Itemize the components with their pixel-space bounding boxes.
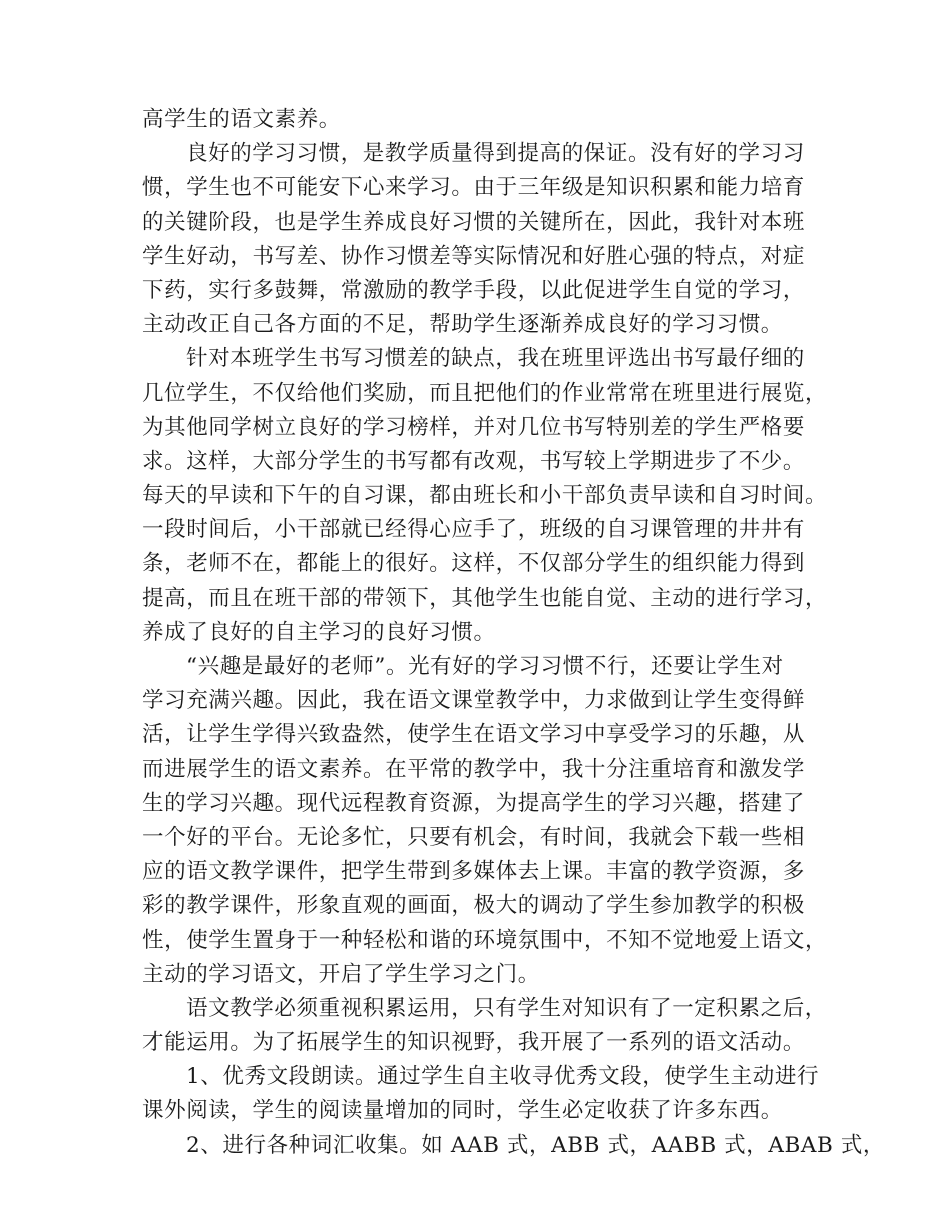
text-line: 学习充满兴趣。因此，我在语文课堂教学中，力求做到让学生变得鲜	[142, 688, 806, 714]
text-line: 养成了良好的自主学习的良好习惯。	[142, 619, 496, 645]
text-line: 2、进行各种词汇收集。如 AAB 式，ABB 式，AABB 式，ABAB 式，	[186, 1132, 886, 1158]
text-line: 求。这样，大部分学生的书写都有改观，书写较上学期进步了不少。	[142, 448, 806, 474]
text-line: 生的学习兴趣。现代远程教育资源，为提高学生的学习兴趣，搭建了	[142, 790, 806, 816]
text-line: 条，老师不在，都能上的很好。这样，不仅部分学生的组织能力得到	[142, 551, 806, 577]
text-line: 而进展学生的语文素养。在平常的教学中，我十分注重培育和激发学	[142, 756, 806, 782]
text-line: 彩的教学课件，形象直观的画面，极大的调动了学生参加教学的积极	[142, 893, 806, 919]
text-line: 主动的学习语文，开启了学生学习之门。	[142, 961, 540, 987]
text-line: 1、优秀文段朗读。通过学生自主收寻优秀文段，使学生主动进行	[186, 1064, 820, 1090]
text-line: 良好的学习习惯，是教学质量得到提高的保证。没有好的学习习	[186, 141, 805, 167]
text-line: 学生好动，书写差、协作习惯差等实际情况和好胜心强的特点，对症	[142, 243, 806, 269]
text-line: 语文教学必须重视积累运用，只有学生对知识有了一定积累之后，	[186, 995, 827, 1021]
text-line: 几位学生，不仅给他们奖励，而且把他们的作业常常在班里进行展览，	[142, 380, 828, 406]
text-line: 每天的早读和下午的自习课，都由班长和小干部负责早读和自习时间。	[142, 483, 828, 509]
text-line: 下药，实行多鼓舞，常激励的教学手段，以此促进学生自觉的学习，	[142, 277, 806, 303]
text-line: “兴趣是最好的老师”。光有好的学习习惯不行，还要让学生对	[186, 654, 784, 679]
text-line: 高学生的语文素养。	[142, 107, 341, 132]
text-line: 为其他同学树立良好的学习榜样，并对几位书写特别差的学生严格要	[142, 414, 806, 440]
text-line: 针对本班学生书写习惯差的缺点，我在班里评选出书写最仔细的	[186, 346, 805, 372]
text-line: 活，让学生学得兴致盎然，使学生在语文学习中享受学习的乐趣，从	[142, 722, 806, 748]
text-line: 惯，学生也不可能安下心来学习。由于三年级是知识积累和能力培育	[142, 175, 806, 201]
text-line: 主动改正自己各方面的不足，帮助学生逐渐养成良好的学习习惯。	[142, 312, 783, 338]
text-line: 才能运用。为了拓展学生的知识视野，我开展了一系列的语文活动。	[142, 1030, 806, 1056]
text-line: 的关键阶段，也是学生养成良好习惯的关键所在，因此，我针对本班	[142, 209, 806, 235]
text-line: 一个好的平台。无论多忙，只要有机会，有时间，我就会下载一些相	[142, 824, 806, 850]
text-line: 应的语文教学课件，把学生带到多媒体去上课。丰富的教学资源，多	[142, 859, 806, 885]
text-line: 性，使学生置身于一种轻松和谐的环境氛围中，不知不觉地爱上语文，	[142, 927, 828, 953]
text-line: 提高，而且在班干部的带领下，其他学生也能自觉、主动的进行学习，	[142, 585, 828, 611]
text-line: 课外阅读，学生的阅读量增加的同时，学生必定收获了许多东西。	[142, 1098, 783, 1124]
document-body	[142, 103, 886, 1163]
text-line: 一段时间后，小干部就已经得心应手了，班级的自习课管理的井井有	[142, 517, 806, 543]
